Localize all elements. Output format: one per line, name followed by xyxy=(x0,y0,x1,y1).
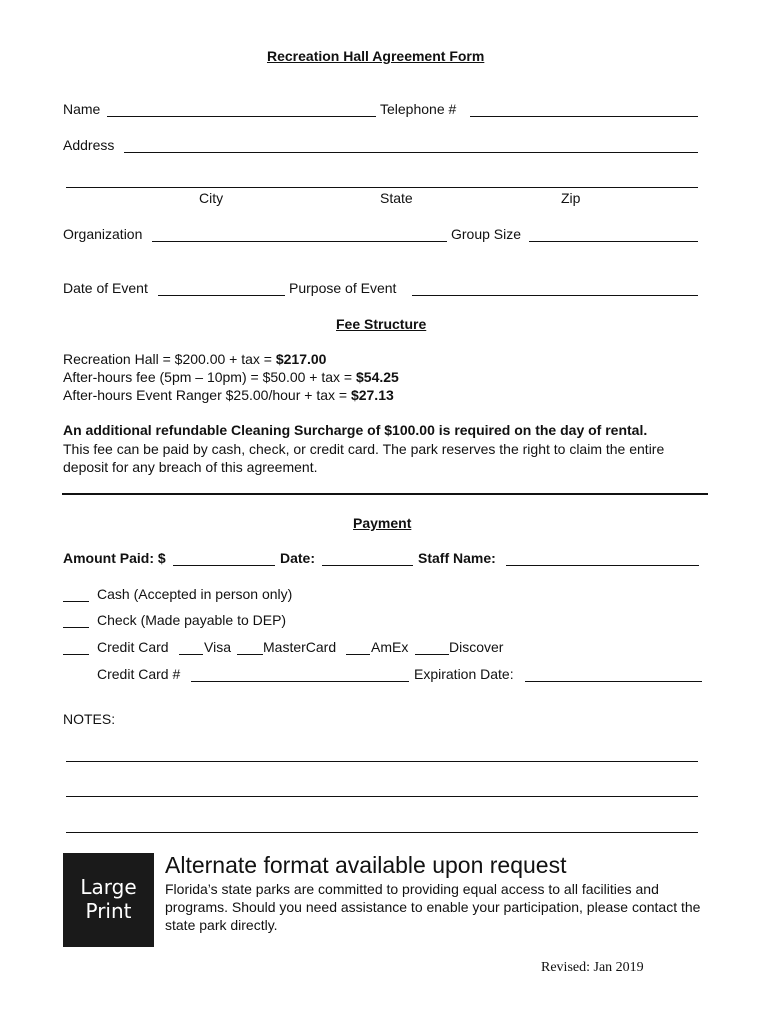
staff-name-field[interactable] xyxy=(506,565,699,566)
revision-date: Revised: Jan 2019 xyxy=(541,960,644,975)
amex-checkbox[interactable] xyxy=(346,654,370,655)
mastercard-checkbox[interactable] xyxy=(237,654,263,655)
notes-line[interactable] xyxy=(66,832,698,833)
staff-name-label: Staff Name: xyxy=(418,550,496,566)
fee-item xyxy=(63,387,394,403)
state-label: State xyxy=(380,190,413,206)
fee-item-text: After-hours fee (5pm – 10pm) = $50.00 + tax = xyxy=(63,369,356,385)
zip-label: Zip xyxy=(561,190,581,206)
check-checkbox[interactable] xyxy=(63,627,89,628)
fee-item xyxy=(63,369,399,385)
group-size-field[interactable] xyxy=(529,241,698,242)
large-print-line-1: Large xyxy=(80,875,137,899)
discover-checkbox[interactable] xyxy=(415,654,449,655)
address-field[interactable] xyxy=(124,152,698,153)
fee-item-total: $217.00 xyxy=(275,351,327,367)
cash-checkbox[interactable] xyxy=(63,601,89,602)
organization-label: Organization xyxy=(63,226,143,242)
telephone-field[interactable] xyxy=(470,116,698,117)
credit-card-label: Credit Card xyxy=(97,639,169,655)
payment-date-field[interactable] xyxy=(322,565,413,566)
alternate-format-title: Alternate format available upon request xyxy=(165,852,567,878)
cash-option-label: Cash (Accepted in person only) xyxy=(97,586,293,602)
group-size-label: Group Size xyxy=(451,226,522,242)
credit-card-checkbox[interactable] xyxy=(63,654,89,655)
fee-item-total: $27.13 xyxy=(350,387,394,403)
notes-line[interactable] xyxy=(66,796,698,797)
payment-heading: Payment xyxy=(353,515,412,531)
large-print-logo xyxy=(63,853,154,947)
purpose-of-event-field[interactable] xyxy=(412,295,698,296)
purpose-of-event-label: Purpose of Event xyxy=(289,280,397,296)
city-label: City xyxy=(199,190,224,206)
alternate-format-description: Florida’s state parks are committed to providing equal access to all facilities and programs. Should you need assistance to enable your participation, please contact the state park directly. xyxy=(165,881,701,933)
section-divider xyxy=(62,493,708,495)
fee-item-text: After-hours Event Ranger $25.00/hour + tax = xyxy=(63,387,351,403)
visa-label: Visa xyxy=(204,639,231,655)
cleaning-surcharge-notice: An additional refundable Cleaning Surcharge of $100.00 is required on the day of rental. xyxy=(63,422,648,438)
amount-paid-label: Amount Paid: $ xyxy=(63,550,166,566)
form-title: Recreation Hall Agreement Form xyxy=(267,48,485,64)
telephone-label: Telephone # xyxy=(380,101,457,117)
address-label: Address xyxy=(63,137,115,153)
credit-card-number-label: Credit Card # xyxy=(97,666,181,682)
fee-item-total: $54.25 xyxy=(356,369,399,385)
amount-paid-field[interactable] xyxy=(173,565,275,566)
visa-checkbox[interactable] xyxy=(179,654,203,655)
discover-label: Discover xyxy=(449,639,504,655)
mastercard-label: MasterCard xyxy=(263,639,337,655)
fee-structure-heading: Fee Structure xyxy=(336,316,427,332)
notes-label: NOTES: xyxy=(63,711,116,727)
name-field[interactable] xyxy=(107,116,376,117)
credit-card-number-field[interactable] xyxy=(191,681,409,682)
amex-label: AmEx xyxy=(371,639,409,655)
surcharge-description: This fee can be paid by cash, check, or credit card. The park reserves the right to claim the entire deposit for any breach of this agreement. xyxy=(63,441,665,475)
date-of-event-label: Date of Event xyxy=(63,280,148,296)
name-label: Name xyxy=(63,101,101,117)
address-line-2-field[interactable] xyxy=(66,187,698,188)
date-of-event-field[interactable] xyxy=(158,295,285,296)
expiration-date-label: Expiration Date: xyxy=(414,666,514,682)
check-option-label: Check (Made payable to DEP) xyxy=(97,612,287,628)
notes-line[interactable] xyxy=(66,761,698,762)
organization-field[interactable] xyxy=(152,241,447,242)
large-print-line-2: Print xyxy=(85,899,132,923)
payment-date-label: Date: xyxy=(280,550,316,566)
fee-item xyxy=(63,351,326,367)
fee-item-text: Recreation Hall = $200.00 + tax = xyxy=(63,351,276,367)
expiration-date-field[interactable] xyxy=(525,681,702,682)
